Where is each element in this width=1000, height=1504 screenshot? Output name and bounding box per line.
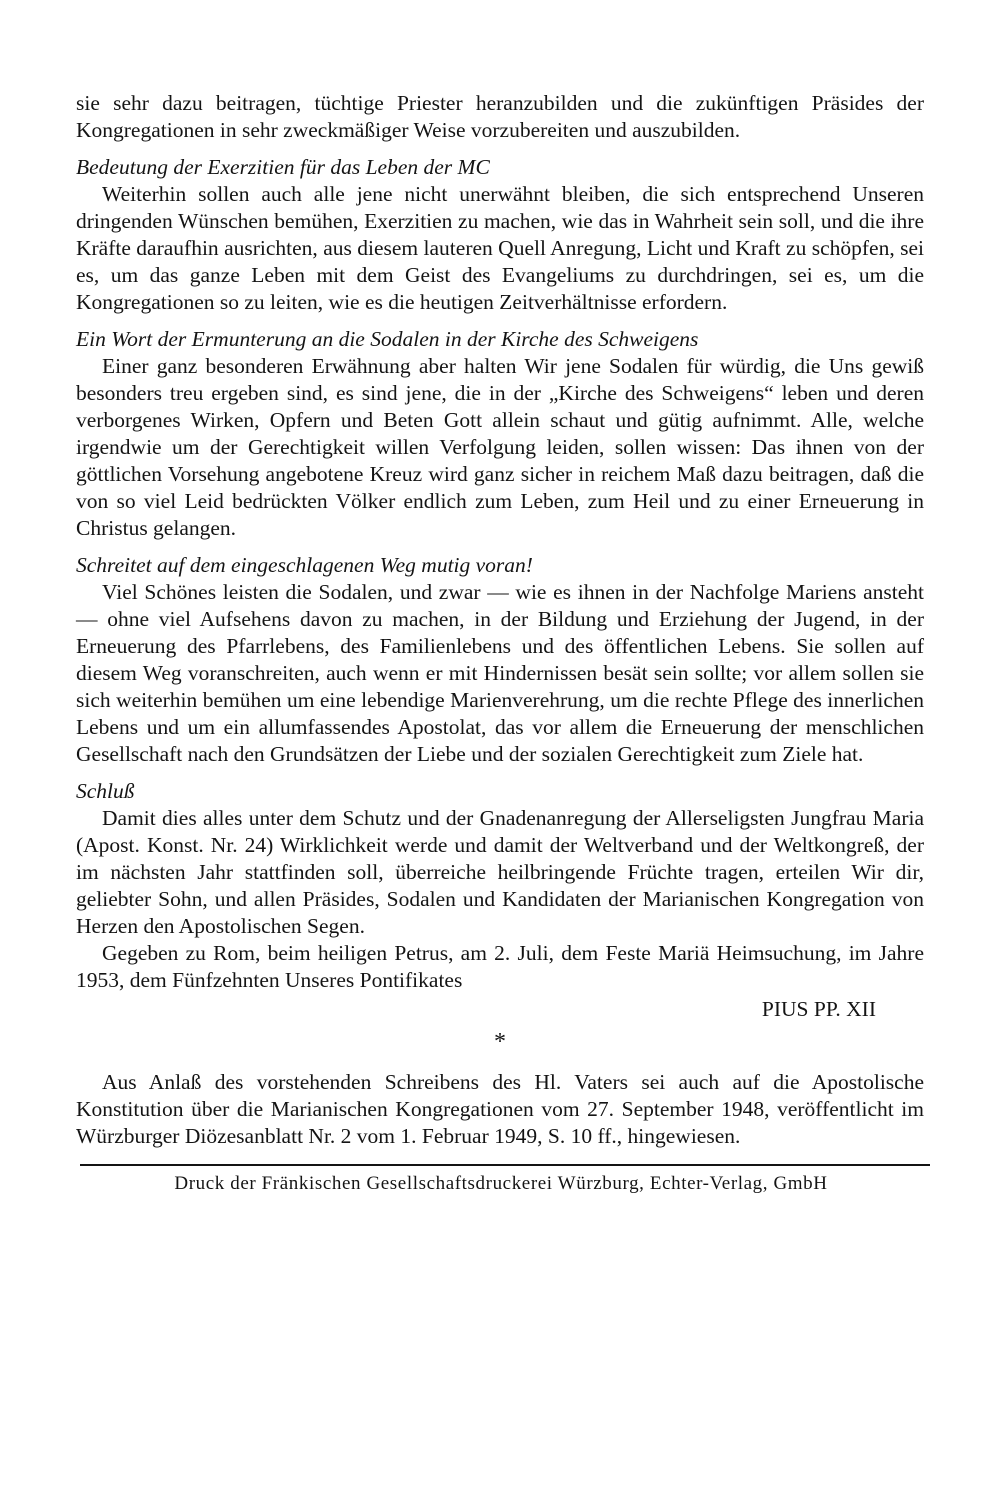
heading-schweigens: Ein Wort der Ermunterung an die Sodalen in der Kirche des Schweigens: [76, 327, 699, 351]
paragraph-intro: sie sehr dazu beitragen, tüchtige Priester heranzubilden und die zukünftigen Präsides der Kongregationen in sehr zweckmäßiger Weise vorzubereiten und auszubilden.: [76, 91, 924, 142]
asterism-separator: *: [494, 1029, 506, 1055]
heading-exerzitien: Bedeutung der Exerzitien für das Leben der MC: [76, 155, 490, 179]
paragraph-exerzitien: Weiterhin sollen auch alle jene nicht unerwähnt bleiben, die sich entsprechend Unseren dringenden Wünschen bemühen, Exerzitien zu machen, wie das in Wahrheit sein soll, und die ihre Kräfte daraufhin ausrichten, aus diesem lauteren Quell Anregung, Licht und Kraft zu schöpfen, sei es, um das ganze Leben mit dem Geist des Evangeliums zu durchdringen, sei es, um die Kongregationen so zu leiten, wie es die heutigen Zeitverhältnisse erfordern.: [76, 182, 924, 314]
paragraph-schweigens: Einer ganz besonderen Erwähnung aber halten Wir jene Sodalen für würdig, die Uns gewiß besonders treu ergeben sind, es sind jene, die in der „Kirche des Schweigens“ leben und deren verborgenes Wirken, Opfern und Beten Gott allein schaut und gütig aufnimmt. Alle, welche irgendwie um der Gerechtigkeit willen Verfolgung leiden, sollen wissen: Das ihnen von der göttlichen Vorsehung angebotene Kreuz wird ganz sicher in reichem Maß dazu beitragen, daß die von so viel Leid bedrückten Völker endlich zum Leben, zum Heil und zu einer Erneuerung in Christus gelangen.: [76, 354, 924, 540]
paragraph-schluss: Damit dies alles unter dem Schutz und der Gnadenanregung der Allerseligsten Jungfrau Maria (Apost. Konst. Nr. 24) Wirklichkeit werde und damit der Weltverband und der Weltkongreß, der im nächsten Jahr stattfinden soll, überreiche heilbringende Früchte tragen, erteilen Wir dir, geliebter Sohn, und allen Präsides, Sodalen und Kandidaten der Marianischen Kongregation von Herzen den Apostolischen Segen.: [76, 806, 924, 938]
paragraph-gegeben: Gegeben zu Rom, beim heiligen Petrus, am 2. Juli, dem Feste Mariä Heimsuchung, im Jahre 1953, dem Fünfzehnten Unseres Pontifikates: [76, 941, 924, 992]
paragraph-note: Aus Anlaß des vorstehenden Schreibens des Hl. Vaters sei auch auf die Apostolische Konstitution über die Marianischen Kongregationen vom 27. September 1948, veröffentlicht im Würzburger Diözesanblatt Nr. 2 vom 1. Februar 1949, S. 10 ff., hingewiesen.: [76, 1070, 924, 1148]
printer-imprint: Druck der Fränkischen Gesellschaftsdruckerei Würzburg, Echter-Verlag, GmbH: [174, 1173, 828, 1194]
signature: PIUS PP. XII: [761, 997, 876, 1021]
paragraph-weg: Viel Schönes leisten die Sodalen, und zwar — wie es ihnen in der Nachfolge Mariens ansteht — ohne viel Aufsehens davon zu machen, in der Bildung und Erziehung der Jugend, in der Erneuerung des Pfarrlebens, des Familienlebens und des öffentlichen Lebens. Sie sollen auf diesem Weg voranschreiten, auch wenn er mit Hindernissen besät sein sollte; vor allem sollen sie sich weiterhin bemühen um eine lebendige Marienverehrung, um die rechte Pflege des innerlichen Lebens und um ein allumfassendes Apostolat, das vor allem die Erneuerung der menschlichen Gesellschaft nach den Grundsätzen der Liebe und der sozialen Gerechtigkeit zum Ziele hat.: [76, 580, 924, 766]
heading-weg: Schreitet auf dem eingeschlagenen Weg mutig voran!: [76, 553, 533, 577]
document-body: [76, 90, 924, 1150]
heading-schluss: Schluß: [76, 779, 135, 803]
footer-rule: [80, 1164, 930, 1166]
